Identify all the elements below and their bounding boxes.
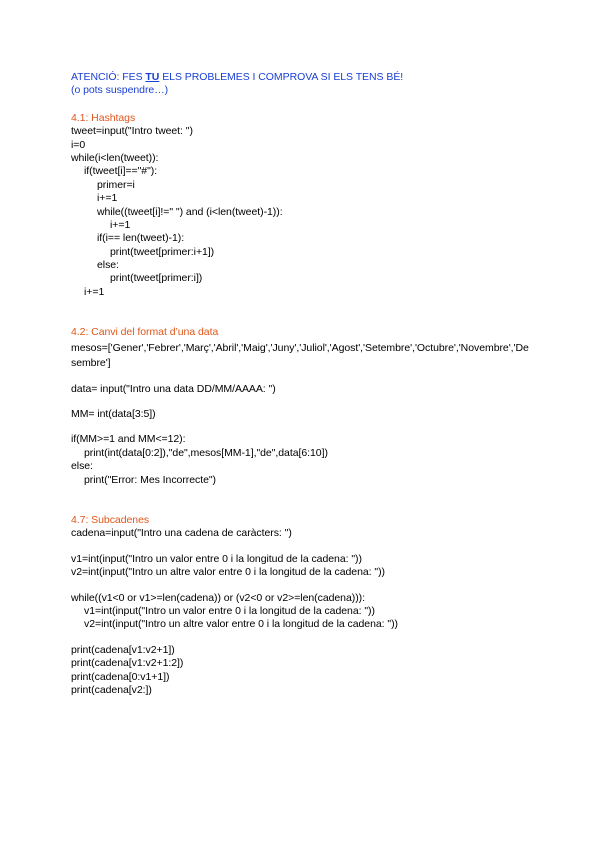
- code-line: print(cadena[v2:]): [71, 683, 152, 696]
- warning-text-post: ELS PROBLEMES I COMPROVA SI ELS TENS BÉ!: [159, 71, 404, 83]
- code-line: print(cadena[v1:v2+1]): [71, 643, 175, 656]
- code-line: v1=int(input("Intro un valor entre 0 i la longitud de la cadena: ")): [84, 604, 375, 617]
- code-line: i+=1: [84, 285, 105, 298]
- code-line: print(tweet[primer:i+1]): [110, 245, 215, 258]
- code-line: while((tweet[i]!=" ") and (i<len(tweet)-1)):: [97, 205, 283, 218]
- code-line: cadena=input("Intro una cadena de caràcters: "): [71, 527, 292, 540]
- code-line: print(tweet[primer:i]): [110, 272, 203, 285]
- code-line: print("Error: Mes Incorrecte"): [84, 473, 216, 486]
- spacer: [71, 371, 531, 383]
- code-line: i+=1: [97, 192, 118, 205]
- spacer: [71, 396, 531, 408]
- spacer: [71, 299, 531, 326]
- code-line: primer=i: [97, 178, 135, 191]
- code-line: while((v1<0 or v1>=len(cadena)) or (v2<0 or v2>=len(cadena))):: [71, 591, 365, 604]
- code-line: MM= int(data[3:5]): [71, 408, 156, 421]
- warning-text-tu: TU: [145, 71, 160, 83]
- spacer: [71, 632, 531, 644]
- code-line: v2=int(input("Intro un altre valor entre 0 i la longitud de la cadena: ")): [84, 618, 398, 631]
- code-line: print(cadena[v1:v2+1:2]): [71, 657, 184, 670]
- code-line: else:: [97, 259, 119, 272]
- warning-subnote: (o pots suspendre…): [71, 84, 169, 97]
- section-title-hashtags: 4.1: Hashtags: [71, 111, 136, 124]
- document-page: [71, 71, 531, 697]
- spacer: [71, 421, 531, 433]
- code-line: v1=int(input("Intro un valor entre 0 i la longitud de la cadena: ")): [71, 552, 362, 565]
- spacer: [71, 98, 531, 112]
- section-title-date-format: 4.2: Canvi del format d’una data: [71, 326, 219, 339]
- code-line: while(i<len(tweet)):: [71, 151, 159, 164]
- code-line: i=0: [71, 138, 86, 151]
- code-line: if(i== len(tweet)-1):: [97, 232, 185, 245]
- code-line: print(int(data[0:2]),"de",mesos[MM-1],"de",data[6:10]): [84, 446, 328, 459]
- spacer: [71, 487, 531, 514]
- code-line: if(MM>=1 and MM<=12):: [71, 433, 186, 446]
- code-line: data= input("Intro una data DD/MM/AAAA: "): [71, 382, 276, 395]
- code-line: else:: [71, 460, 93, 473]
- code-line: v2=int(input("Intro un altre valor entre 0 i la longitud de la cadena: ")): [71, 566, 385, 579]
- spacer: [71, 541, 531, 553]
- code-line: if(tweet[i]=="#"):: [84, 165, 158, 178]
- section-title-substrings: 4.7: Subcadenes: [71, 513, 150, 526]
- spacer: [71, 580, 531, 592]
- code-line: print(cadena[0:v1+1]): [71, 670, 170, 683]
- code-line: i+=1: [110, 218, 131, 231]
- warning-text-pre: ATENCIÓ: FES: [71, 71, 146, 83]
- code-line: tweet=input("Intro tweet: "): [71, 125, 193, 138]
- code-line: mesos=['Gener','Febrer','Març','Abril','Maig','Juny','Juliol','Agost','Setembre','Octubre','Novembre','Desembre']: [71, 341, 529, 369]
- warning-heading: [71, 71, 531, 84]
